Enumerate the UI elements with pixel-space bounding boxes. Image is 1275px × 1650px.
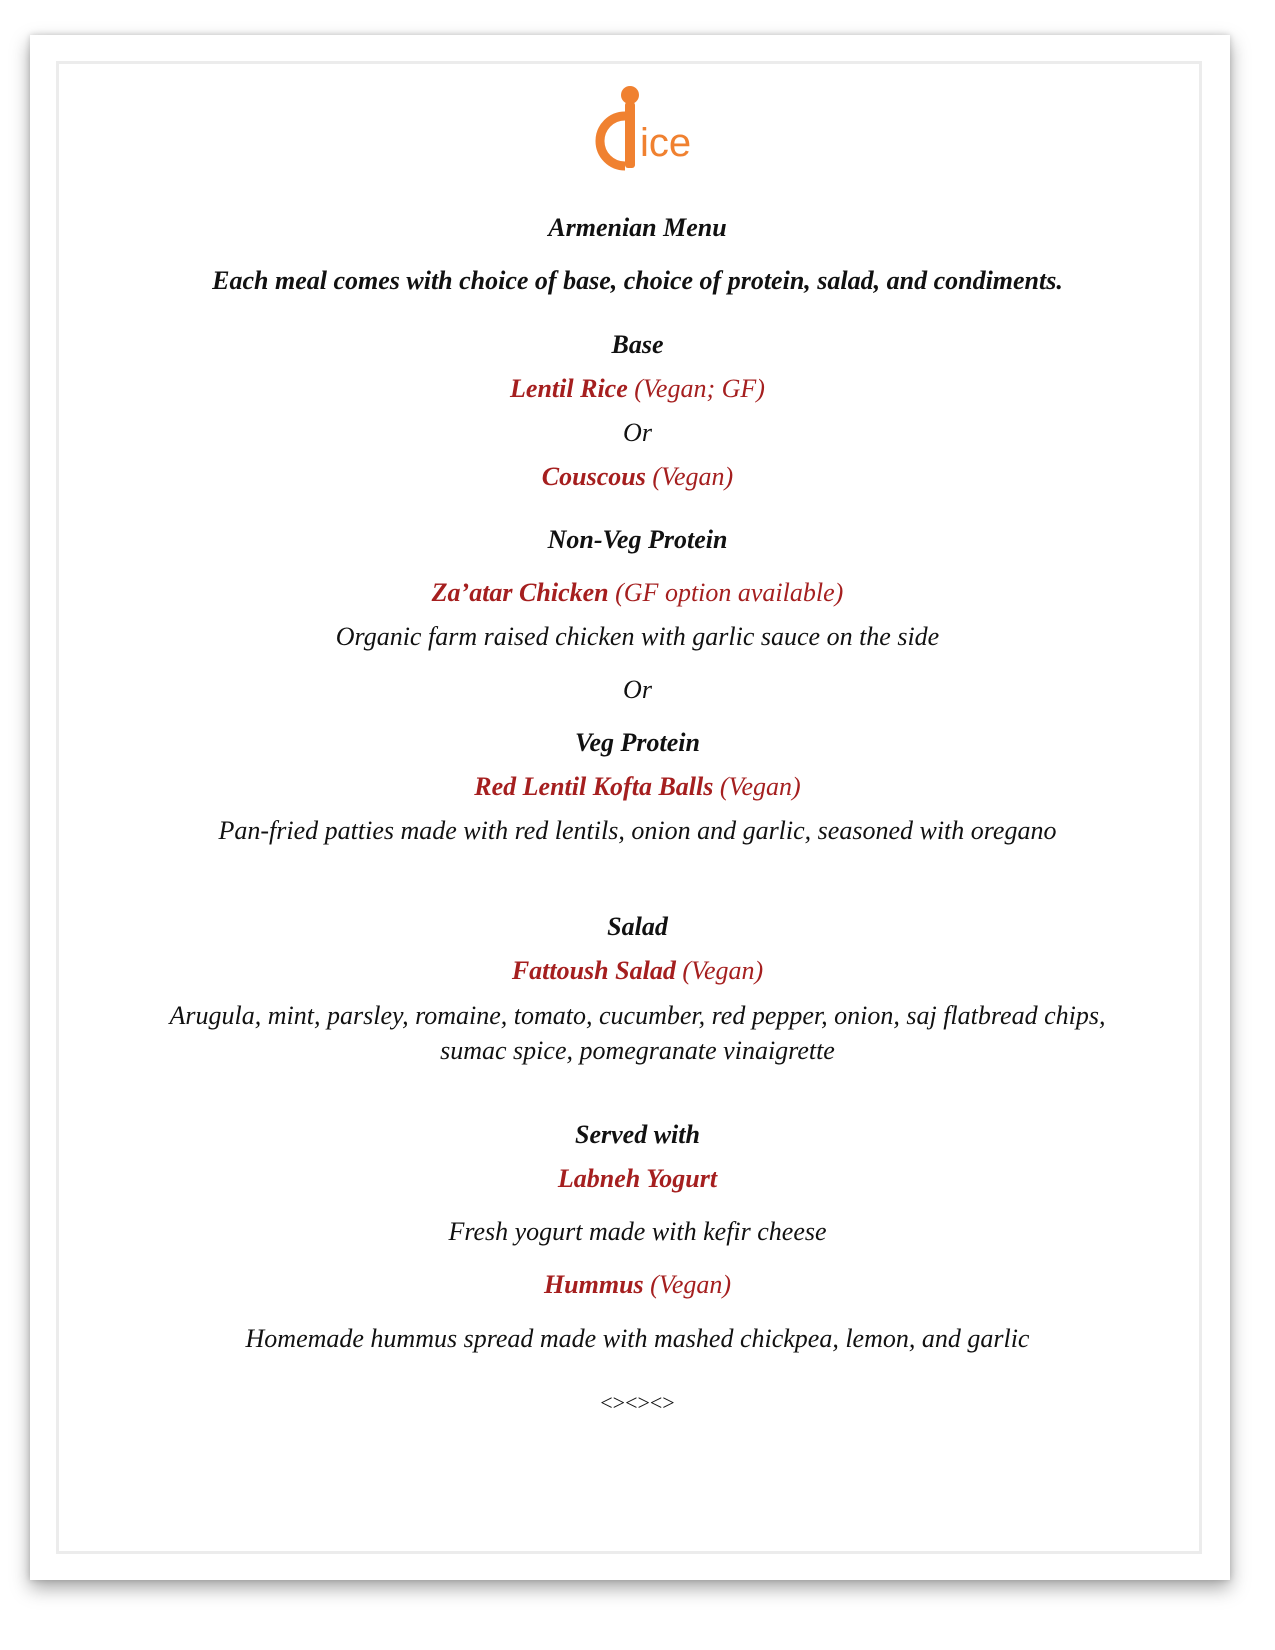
item-name: Hummus <box>543 1270 644 1299</box>
labneh-desc: Fresh yogurt made with kefir cheese <box>448 1217 827 1246</box>
logo-spoon-handle <box>625 102 635 168</box>
nonveg-desc: Organic farm raised chicken with garlic sauce on the side <box>335 622 940 651</box>
item-note: (Vegan) <box>652 462 734 491</box>
logo-text: ice <box>640 121 692 165</box>
menu-title: Armenian Menu <box>548 213 727 242</box>
item-name: Za’atar Chicken <box>431 578 609 607</box>
veg-heading: Veg Protein <box>575 728 700 757</box>
item-note: (Vegan) <box>719 772 801 801</box>
logo-d-bowl <box>600 116 625 166</box>
base-heading: Base <box>611 330 664 359</box>
menu-intro: Each meal comes with choice of base, choice of protein, salad, and condiments. <box>212 266 1063 295</box>
veg-desc: Pan-fried patties made with red lentils, onion and garlic, seasoned with oregano <box>218 816 1057 845</box>
base-item-lentil-rice <box>0 374 1275 404</box>
item-note: (Vegan; GF) <box>634 374 765 403</box>
item-note: (Vegan) <box>650 1270 732 1299</box>
nonveg-item-zaatar-chicken <box>0 578 1275 608</box>
item-note: (GF option available) <box>615 578 844 607</box>
item-note: (Vegan) <box>682 956 764 985</box>
base-or: Or <box>623 418 652 447</box>
footer-ornament: <><><> <box>600 1390 675 1415</box>
item-name: Fattoush Salad <box>511 956 676 985</box>
served-item-hummus <box>0 1270 1275 1300</box>
item-name: Lentil Rice <box>510 374 628 403</box>
item-name: Red Lentil Kofta Balls <box>474 772 714 801</box>
hummus-desc: Homemade hummus spread made with mashed chickpea, lemon, and garlic <box>245 1324 1030 1353</box>
veg-item-kofta <box>0 772 1275 802</box>
salad-item-fattoush <box>0 956 1275 986</box>
nonveg-heading: Non-Veg Protein <box>547 525 728 554</box>
salad-desc: Arugula, mint, parsley, romaine, tomato, cucumber, red pepper, onion, saj flatbread chips, sumac spice, pomegranate vinaigrette <box>169 1001 1106 1065</box>
served-item-labneh: Labneh Yogurt <box>557 1164 718 1193</box>
served-heading: Served with <box>575 1120 700 1149</box>
protein-or: Or <box>623 675 652 704</box>
salad-heading: Salad <box>607 912 668 941</box>
base-item-couscous <box>0 462 1275 492</box>
logo-spoon-bowl <box>621 86 639 104</box>
item-name: Couscous <box>541 462 646 491</box>
dice-logo <box>585 82 703 178</box>
